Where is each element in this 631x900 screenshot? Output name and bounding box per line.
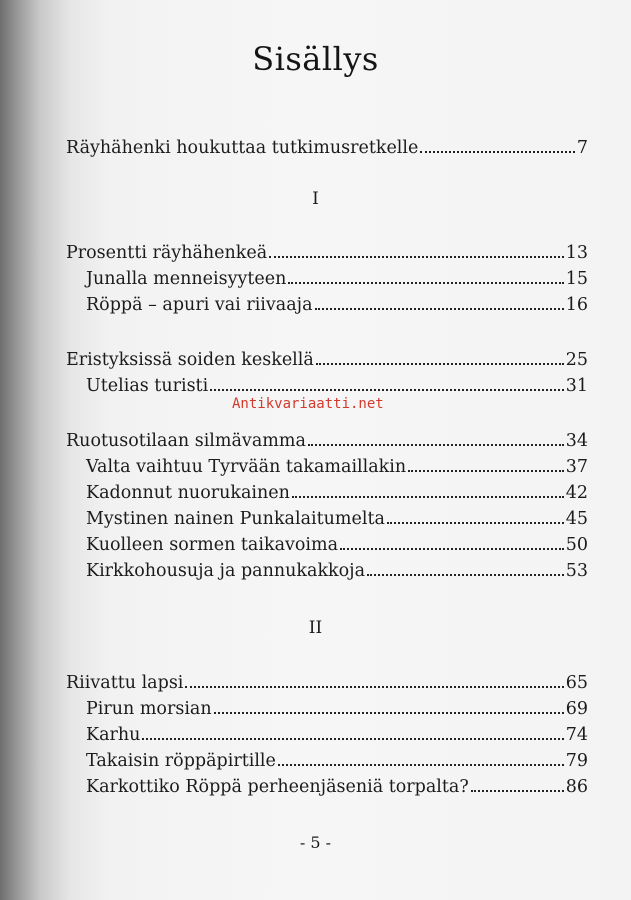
toc-entry-page: 7 — [576, 138, 588, 158]
leader-dots — [185, 671, 563, 688]
leader-dots — [269, 241, 564, 258]
leader-dots — [340, 533, 564, 550]
watermark-text: Antikvariaatti.net — [232, 396, 384, 412]
toc-entry-page: 37 — [565, 457, 588, 477]
toc-entry-page: 25 — [565, 350, 588, 370]
toc-entry-page: 65 — [565, 673, 588, 693]
toc-entry-title: Pirun morsian — [86, 699, 212, 719]
toc-entry-page: 34 — [565, 431, 588, 451]
toc-entry — [66, 429, 588, 453]
leader-dots — [214, 697, 564, 714]
toc-entry — [86, 481, 588, 505]
toc-entry — [66, 241, 588, 265]
leader-dots — [387, 507, 564, 524]
toc-entry-title: Prosentti räyhähenkeä — [66, 243, 268, 263]
toc-entry-page: 69 — [565, 699, 588, 719]
toc-entry — [86, 533, 588, 557]
toc-entry-page: 74 — [565, 725, 588, 745]
toc-entry-page: 15 — [565, 269, 588, 289]
leader-dots — [420, 136, 575, 153]
leader-dots — [288, 267, 563, 284]
toc-entry-page: 42 — [565, 483, 588, 503]
toc-entry-page: 45 — [565, 509, 588, 529]
toc-entry-title: Riivattu lapsi — [66, 673, 184, 693]
toc-entry — [86, 775, 588, 799]
toc-entry — [86, 455, 588, 479]
toc-entry — [86, 749, 588, 773]
toc-entry-page: 13 — [565, 243, 588, 263]
toc-entry-title: Kuolleen sormen taikavoima — [86, 535, 339, 555]
toc-entry — [86, 507, 588, 531]
toc-entry-page: 16 — [565, 295, 588, 315]
toc-entry-title: Kirkkohousuja ja pannukakkoja — [86, 561, 366, 581]
toc-entry-page: 86 — [565, 777, 588, 797]
toc-entry-title: Ruotusotilaan silmävamma — [66, 431, 306, 451]
leader-dots — [471, 775, 564, 792]
toc-entry — [66, 671, 588, 695]
toc-entry-page: 50 — [565, 535, 588, 555]
toc-entry — [86, 723, 588, 747]
toc-entry-title: Karkottiko Röppä perheenjäseniä torpalta? — [86, 777, 469, 797]
toc-entry-page: 53 — [565, 561, 588, 581]
toc-entry — [86, 697, 588, 721]
toc-entry-title: Takaisin röppäpirtille — [86, 751, 276, 771]
leader-dots — [278, 749, 564, 766]
toc-entry — [86, 559, 588, 583]
leader-dots — [142, 723, 563, 740]
toc-entry-title: Junalla menneisyyteen — [86, 269, 287, 289]
leader-dots — [210, 374, 564, 391]
toc-entry-title: Röppä – apuri vai riivaaja — [86, 295, 313, 315]
toc-entry-page: 79 — [565, 751, 588, 771]
toc-entry-title: Mystinen nainen Punkalaitumelta — [86, 509, 385, 529]
page-title: Sisällys — [252, 40, 379, 78]
leader-dots — [408, 455, 564, 472]
page-number-footer: - 5 - — [299, 833, 332, 852]
part-heading-2: II — [308, 618, 323, 638]
part-heading-1: I — [312, 189, 319, 209]
toc-entry — [86, 267, 588, 291]
toc-entry-title: Kadonnut nuorukainen — [86, 483, 290, 503]
leader-dots — [315, 293, 564, 310]
toc-entry-title: Valta vaihtuu Tyrvään takamaillakin — [86, 457, 407, 477]
leader-dots — [367, 559, 564, 576]
leader-dots — [308, 429, 564, 446]
leader-dots — [316, 348, 564, 365]
toc-entry-page: 31 — [565, 376, 588, 396]
leader-dots — [292, 481, 564, 498]
toc-entry-title: Eristyksissä soiden keskellä — [66, 350, 314, 370]
toc-entry — [86, 293, 588, 317]
toc-entry-title: Karhu — [86, 725, 141, 745]
toc-entry — [66, 348, 588, 372]
toc-entry-intro — [66, 136, 588, 160]
toc-entry — [86, 374, 588, 398]
toc-entry-title: Utelias turisti — [86, 376, 209, 396]
toc-entry-title: Räyhähenki houkuttaa tutkimusretkelle — [66, 138, 419, 158]
